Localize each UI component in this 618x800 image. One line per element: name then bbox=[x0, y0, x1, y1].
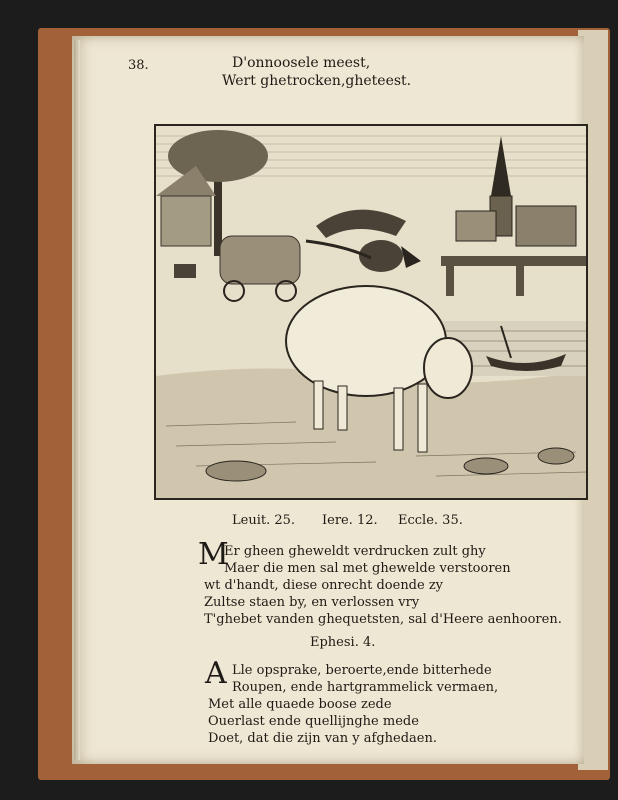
verse2-line-3: Met alle quaede boose zede bbox=[208, 697, 392, 712]
page-gutter bbox=[74, 40, 80, 760]
engraving-illustration bbox=[154, 124, 588, 500]
church-icon bbox=[456, 136, 576, 246]
reference-jeremiah: Iere. 12. bbox=[322, 513, 378, 528]
verse1-line-5: T'ghebet vanden ghequetsten, sal d'Heere aenhooren. bbox=[204, 612, 562, 627]
verse2-line-1: Lle opsprake, beroerte,ende bitterhede bbox=[232, 663, 492, 678]
engraving-scene bbox=[156, 126, 586, 498]
reference-ecclesiasticus: Eccle. 35. bbox=[398, 513, 463, 528]
verse1-dropcap: M bbox=[198, 537, 229, 572]
verse1-line-4: Zultse staen by, en verlossen vry bbox=[204, 595, 420, 610]
verse2-line-5: Doet, dat die zijn van y afghedaen. bbox=[208, 731, 438, 746]
section-heading-ephesians: Ephesi. 4. bbox=[310, 635, 376, 650]
eagle-icon bbox=[306, 210, 421, 272]
verse2-dropcap: A bbox=[205, 656, 227, 691]
verse1-line-1: Er gheen gheweldt verdrucken zult ghy bbox=[224, 544, 486, 559]
verse1-line-2: Maer die men sal met ghewelde verstooren bbox=[224, 561, 511, 576]
page-title-line-1: D'onnoosele meest, bbox=[232, 55, 371, 71]
page-title-line-2: Wert ghetrocken,gheteest. bbox=[222, 73, 412, 89]
verse2-line-2: Roupen, ende hartgrammelick vermaen, bbox=[232, 680, 499, 695]
bridge-icon bbox=[441, 256, 586, 296]
verse2-line-4: Ouerlast ende quellijnghe mede bbox=[208, 714, 419, 729]
verse1-line-3: wt d'handt, diese onrecht doende zy bbox=[204, 578, 444, 593]
reference-leviticus: Leuit. 25. bbox=[232, 513, 296, 528]
page-number: 38. bbox=[128, 58, 149, 73]
